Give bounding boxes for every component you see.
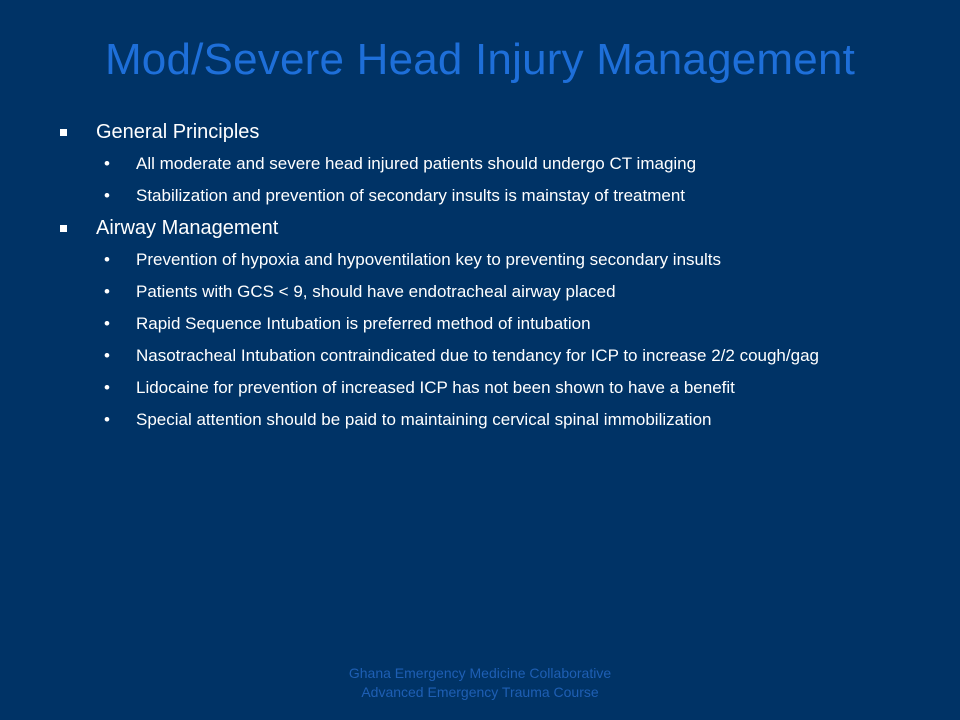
section-heading-text: Airway Management: [96, 217, 279, 239]
square-bullet-icon: [60, 225, 67, 232]
section-heading: [58, 118, 928, 146]
dot-bullet-icon: •: [104, 282, 110, 301]
section-heading: [58, 214, 928, 242]
list-item-text: All moderate and severe head injured patients should undergo CT imaging: [136, 154, 697, 173]
list-item: [58, 150, 928, 178]
section-heading-text: General Principles: [96, 121, 260, 143]
list-item-text: Stabilization and prevention of secondary insults is mainstay of treatment: [136, 186, 686, 205]
list-item-text: Lidocaine for prevention of increased ICP has not been shown to have a benefit: [136, 378, 735, 397]
list-item: [58, 182, 928, 210]
list-item: [58, 278, 928, 306]
section-general-principles: [58, 118, 928, 210]
list-item-text: Nasotracheal Intubation contraindicated due to tendancy for ICP to increase 2/2 cough/gag: [136, 346, 819, 365]
list-item: [58, 406, 928, 434]
square-bullet-icon: [60, 129, 67, 136]
slide-footer: [0, 664, 960, 702]
dot-bullet-icon: •: [104, 186, 110, 205]
list-item: [58, 246, 928, 274]
dot-bullet-icon: •: [104, 250, 110, 269]
footer-line: Advanced Emergency Trauma Course: [361, 684, 599, 700]
list-item: [58, 374, 928, 402]
dot-bullet-icon: •: [104, 154, 110, 173]
section-airway-management: [58, 214, 928, 434]
dot-bullet-icon: •: [104, 346, 110, 365]
list-item: [58, 310, 928, 338]
dot-bullet-icon: •: [104, 410, 110, 429]
list-item-text: Prevention of hypoxia and hypoventilation key to preventing secondary insults: [136, 250, 721, 269]
dot-bullet-icon: •: [104, 314, 110, 333]
slide-content: [58, 118, 928, 438]
bullet-list: [58, 246, 928, 434]
list-item-text: Rapid Sequence Intubation is preferred method of intubation: [136, 314, 591, 333]
list-item: [58, 342, 928, 370]
list-item-text: Patients with GCS < 9, should have endotracheal airway placed: [136, 282, 616, 301]
bullet-list: [58, 150, 928, 210]
list-item-text: Special attention should be paid to maintaining cervical spinal immobilization: [136, 410, 712, 429]
slide-title: Mod/Severe Head Injury Management: [104, 35, 856, 84]
dot-bullet-icon: •: [104, 378, 110, 397]
footer-line: Ghana Emergency Medicine Collaborative: [348, 665, 612, 681]
